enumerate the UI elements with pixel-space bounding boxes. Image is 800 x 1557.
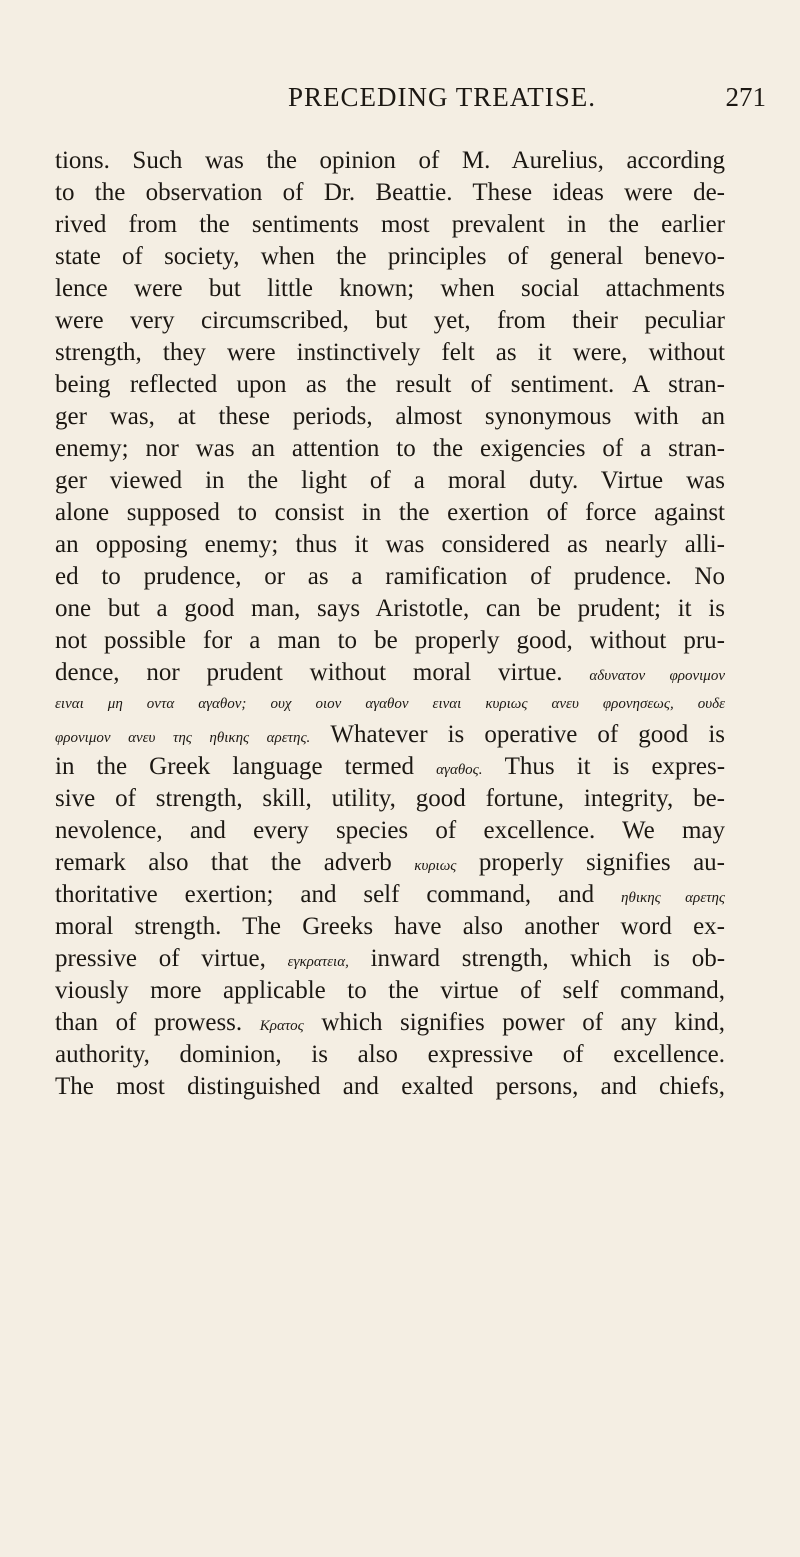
running-head xyxy=(88,82,778,122)
text-segment: which signifies power of any kind, xyxy=(321,1009,726,1036)
text-line: one but a good man, says Aristotle, can be prudent; it is xyxy=(55,595,725,622)
text-line xyxy=(55,879,725,911)
greek-term: ηθικης αρετης xyxy=(621,890,725,906)
text-segment: in the Greek language termed xyxy=(55,753,415,780)
text-line: The most distinguished and exalted persons, and chiefs, xyxy=(55,1073,725,1100)
text-line: rived from the sentiments most prevalent in the earlier xyxy=(55,211,725,238)
text-line: moral strength. The Greeks have also another word ex- xyxy=(55,913,725,940)
greek-term: Κρατος xyxy=(259,1018,304,1034)
text-segment: Whatever is operative of good is xyxy=(330,721,726,748)
body-text xyxy=(55,145,725,1103)
text-line: viously more applicable to the virtue of self command, xyxy=(55,977,725,1004)
text-line: enemy; nor was an attention to the exigencies of a stran- xyxy=(55,435,725,462)
text-segment: properly signifies au- xyxy=(478,849,726,876)
greek-quote: αδυνατον φρονιμον xyxy=(589,668,725,684)
text-segment: Thus it is expres- xyxy=(504,753,726,780)
greek-term: αγαθος. xyxy=(436,762,483,778)
text-line: ger viewed in the light of a moral duty. Virtue was xyxy=(55,467,725,494)
text-segment: strength, they were instinctively felt as it were, without xyxy=(55,339,725,366)
text-line: not possible for a man to be properly good, without pru- xyxy=(55,627,725,654)
text-line xyxy=(55,657,725,689)
text-line: being reflected upon as the result of sentiment. A stran- xyxy=(55,371,725,398)
text-line xyxy=(55,337,725,369)
text-segment: dence, nor prudent without moral virtue. xyxy=(55,659,563,686)
text-line: an opposing enemy; thus it was considered as nearly alli- xyxy=(55,531,725,558)
text-line xyxy=(55,719,725,751)
text-line: ger was, at these periods, almost synonymous with an xyxy=(55,403,725,430)
text-line xyxy=(55,1007,725,1039)
text-segment: thoritative exertion; and self command, and xyxy=(55,881,595,908)
text-line xyxy=(55,943,725,975)
text-segment: than of prowess. xyxy=(55,1009,243,1036)
text-line: tions. Such was the opinion of M. Aurelius, according xyxy=(55,147,725,174)
text-segment: inward strength, which is ob- xyxy=(370,945,726,972)
text-line: state of society, when the principles of general benevo- xyxy=(55,243,725,270)
text-line: were very circumscribed, but yet, from their peculiar xyxy=(55,307,725,334)
text-line: nevolence, and every species of excellence. We may xyxy=(55,817,725,844)
text-line: ed to prudence, or as a ramification of prudence. No xyxy=(55,563,725,590)
text-line xyxy=(55,847,725,879)
text-line: authority, dominion, is also expressive of excellence. xyxy=(55,1041,725,1068)
text-line: alone supposed to consist in the exertion of force against xyxy=(55,499,725,526)
text-segment: remark also that the adverb xyxy=(55,849,392,876)
text-line: sive of strength, skill, utility, good fortune, integrity, be- xyxy=(55,785,725,812)
page-number: 271 xyxy=(725,82,766,112)
text-line: lence were but little known; when social attachments xyxy=(55,275,725,302)
text-line xyxy=(55,751,725,783)
text-line: to the observation of Dr. Beattie. These ideas were de- xyxy=(55,179,725,206)
greek-quote-line: ειναι μη οντα αγαθον; ουχ οιον αγαθον ειναι κυριως ανευ φρονησεως, ουδε xyxy=(55,696,725,712)
text-segment: pressive of virtue, xyxy=(55,945,266,972)
greek-quote: φρονιμον ανευ της ηθικης αρετης. xyxy=(55,730,311,746)
running-title: PRECEDING TREATISE. xyxy=(288,82,597,112)
greek-term: εγκρατεια, xyxy=(287,954,349,970)
greek-term: κυριως xyxy=(414,858,457,874)
